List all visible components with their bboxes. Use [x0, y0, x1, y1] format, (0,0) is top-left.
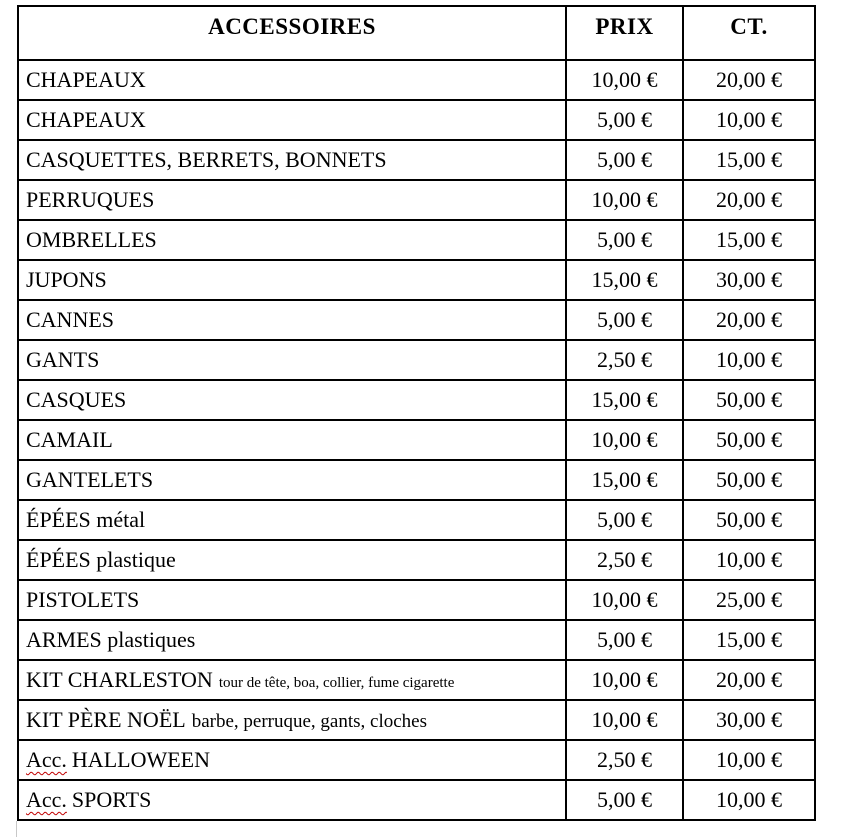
accessory-detail: tour de tête, boa, collier, fume cigarette — [218, 675, 455, 691]
price-cell[interactable]: 10,00 € — [566, 180, 683, 220]
caution-cell[interactable]: 10,00 € — [683, 100, 815, 140]
accessory-name-cell[interactable] — [18, 140, 566, 180]
caution-cell[interactable]: 50,00 € — [683, 500, 815, 540]
table-row — [18, 660, 815, 700]
accessory-name: CASQUES — [26, 387, 127, 412]
accessory-name-cell[interactable] — [18, 340, 566, 380]
caution-cell[interactable]: 20,00 € — [683, 660, 815, 700]
caution-cell[interactable]: 20,00 € — [683, 300, 815, 340]
table-row — [18, 100, 815, 140]
caution-cell[interactable]: 50,00 € — [683, 460, 815, 500]
price-cell[interactable]: 2,50 € — [566, 540, 683, 580]
accessory-name: CHAPEAUX — [26, 107, 146, 132]
accessory-name: SPORTS — [71, 787, 152, 812]
accessory-name-cell[interactable] — [18, 540, 566, 580]
caution-cell[interactable]: 10,00 € — [683, 780, 815, 820]
misspelled-word: Acc. — [26, 747, 67, 772]
price-cell[interactable]: 5,00 € — [566, 140, 683, 180]
caution-cell[interactable]: 10,00 € — [683, 540, 815, 580]
accessory-name-cell[interactable] — [18, 100, 566, 140]
caution-cell[interactable]: 30,00 € — [683, 700, 815, 740]
table-row — [18, 380, 815, 420]
table-body — [18, 60, 815, 820]
accessory-name-cell[interactable] — [18, 500, 566, 540]
table-row — [18, 500, 815, 540]
caution-cell[interactable]: 50,00 € — [683, 380, 815, 420]
accessory-name-cell[interactable] — [18, 260, 566, 300]
accessory-name: ÉPÉES métal — [26, 507, 146, 532]
price-cell[interactable]: 15,00 € — [566, 260, 683, 300]
accessory-name-cell[interactable] — [18, 580, 566, 620]
caution-cell[interactable]: 25,00 € — [683, 580, 815, 620]
caution-cell[interactable]: 15,00 € — [683, 140, 815, 180]
price-cell[interactable]: 10,00 € — [566, 700, 683, 740]
price-cell[interactable]: 15,00 € — [566, 380, 683, 420]
price-cell[interactable]: 5,00 € — [566, 220, 683, 260]
column-header-accessoires[interactable]: ACCESSOIRES — [18, 6, 566, 60]
accessory-detail: barbe, perruque, gants, cloches — [191, 711, 427, 732]
accessory-name-cell[interactable] — [18, 660, 566, 700]
table-row — [18, 220, 815, 260]
table-row — [18, 180, 815, 220]
caution-cell[interactable]: 10,00 € — [683, 740, 815, 780]
accessory-name-cell[interactable] — [18, 220, 566, 260]
table-row — [18, 460, 815, 500]
accessory-name: KIT PÈRE NOËL — [26, 707, 186, 732]
caution-cell[interactable]: 20,00 € — [683, 60, 815, 100]
price-cell[interactable]: 5,00 € — [566, 100, 683, 140]
accessory-name: ARMES plastiques — [26, 627, 196, 652]
accessory-name: OMBRELLES — [26, 227, 157, 252]
price-cell[interactable]: 10,00 € — [566, 660, 683, 700]
price-table — [17, 5, 816, 821]
price-cell[interactable]: 5,00 € — [566, 620, 683, 660]
accessory-name: JUPONS — [26, 267, 107, 292]
table-row — [18, 420, 815, 460]
caution-cell[interactable]: 50,00 € — [683, 420, 815, 460]
table-row — [18, 340, 815, 380]
accessory-name: CHAPEAUX — [26, 67, 146, 92]
caution-cell[interactable]: 20,00 € — [683, 180, 815, 220]
accessory-name-cell[interactable] — [18, 460, 566, 500]
table-row — [18, 700, 815, 740]
accessory-name-cell[interactable] — [18, 740, 566, 780]
table-row — [18, 780, 815, 820]
accessory-name-cell[interactable] — [18, 180, 566, 220]
accessory-name-cell[interactable] — [18, 420, 566, 460]
accessory-name: GANTELETS — [26, 467, 154, 492]
caution-cell[interactable]: 30,00 € — [683, 260, 815, 300]
table-row — [18, 540, 815, 580]
accessory-name: CANNES — [26, 307, 115, 332]
column-header-ct[interactable]: CT. — [683, 6, 815, 60]
price-cell[interactable]: 10,00 € — [566, 580, 683, 620]
table-row — [18, 260, 815, 300]
accessory-name-cell[interactable] — [18, 60, 566, 100]
text-boundary-line — [16, 821, 17, 837]
accessory-name: ÉPÉES plastique — [26, 547, 176, 572]
accessory-name: PISTOLETS — [26, 587, 140, 612]
accessory-name: HALLOWEEN — [71, 747, 210, 772]
price-cell[interactable]: 5,00 € — [566, 500, 683, 540]
table-row — [18, 740, 815, 780]
accessory-name-cell[interactable] — [18, 780, 566, 820]
accessory-name-cell[interactable] — [18, 620, 566, 660]
accessory-name-cell[interactable] — [18, 380, 566, 420]
accessory-name-cell[interactable] — [18, 700, 566, 740]
table-row — [18, 140, 815, 180]
table-row — [18, 60, 815, 100]
table-row — [18, 620, 815, 660]
price-cell[interactable]: 10,00 € — [566, 420, 683, 460]
table-row — [18, 300, 815, 340]
price-cell[interactable]: 2,50 € — [566, 340, 683, 380]
price-cell[interactable]: 2,50 € — [566, 740, 683, 780]
column-header-prix[interactable]: PRIX — [566, 6, 683, 60]
accessory-name: CASQUETTES, BERRETS, BONNETS — [26, 147, 387, 172]
table-row — [18, 580, 815, 620]
header-row — [18, 6, 815, 60]
accessory-name: CAMAIL — [26, 427, 113, 452]
accessory-name-cell[interactable] — [18, 300, 566, 340]
accessory-name: KIT CHARLESTON — [26, 667, 213, 692]
accessory-name: GANTS — [26, 347, 100, 372]
accessory-name: PERRUQUES — [26, 187, 155, 212]
price-cell[interactable]: 10,00 € — [566, 60, 683, 100]
caution-cell[interactable]: 15,00 € — [683, 220, 815, 260]
price-cell[interactable]: 5,00 € — [566, 300, 683, 340]
misspelled-word: Acc. — [26, 787, 67, 812]
caution-cell[interactable]: 10,00 € — [683, 340, 815, 380]
price-cell[interactable]: 5,00 € — [566, 780, 683, 820]
caution-cell[interactable]: 15,00 € — [683, 620, 815, 660]
price-cell[interactable]: 15,00 € — [566, 460, 683, 500]
